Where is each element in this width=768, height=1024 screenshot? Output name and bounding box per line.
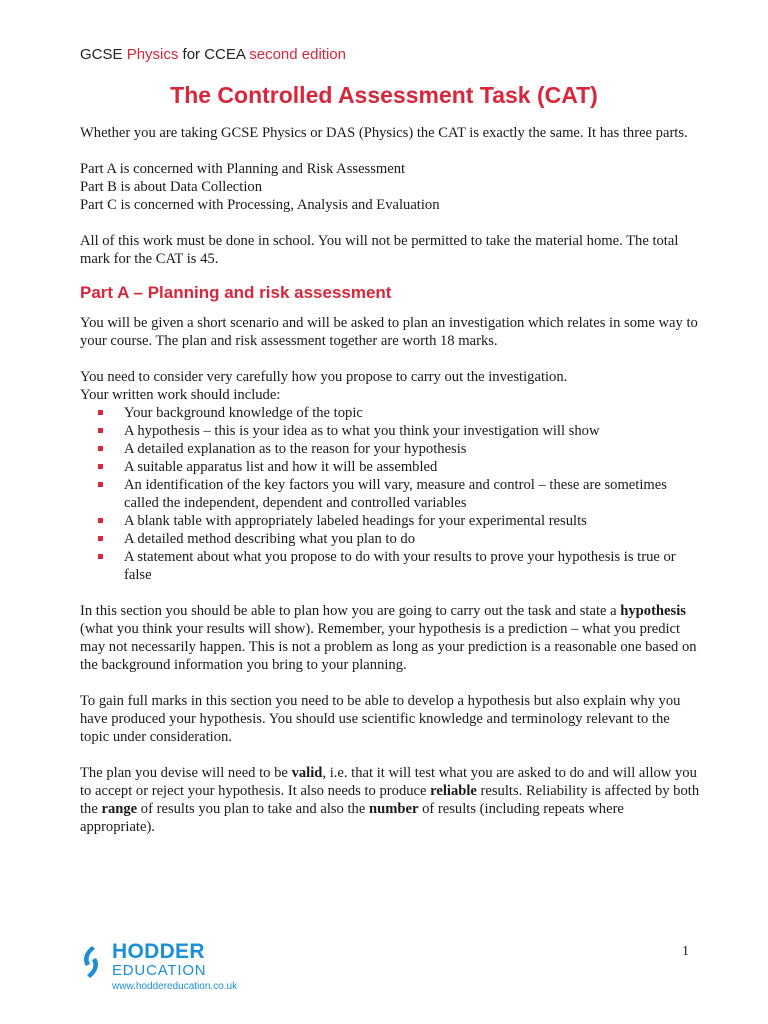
list-item: A hypothesis – this is your idea as to what you think your investigation will show xyxy=(124,422,700,440)
list-item: A detailed explanation as to the reason for your hypothesis xyxy=(124,440,700,458)
text-run: of results you plan to take and also the xyxy=(137,801,369,817)
bold-term-range: range xyxy=(101,801,138,817)
bold-term-valid: valid xyxy=(291,765,323,781)
logo-word-education: EDUCATION xyxy=(112,962,207,979)
running-head-edition: second edition xyxy=(249,46,346,63)
running-head xyxy=(80,46,346,63)
text-run: In this section you should be able to plan how you are going to carry out the task and state a xyxy=(80,603,621,619)
running-head-prefix: GCSE xyxy=(80,46,127,63)
text-run: , i.e. that it will test what you are asked to do and will allow you to accept or reject your hypothesis. It also needs to produce xyxy=(80,765,697,799)
page-number: 1 xyxy=(682,944,689,959)
logo-word-hodder: HODDER xyxy=(112,940,205,963)
valid-plan-paragraph xyxy=(80,764,700,836)
consider-paragraph-line1: You need to consider very carefully how you propose to carry out the investigation. xyxy=(80,369,568,385)
text-run: results. Reliability is affected by both the xyxy=(80,783,700,817)
document-body xyxy=(80,124,700,836)
bold-term-reliable: reliable xyxy=(430,783,477,799)
bold-term-number: number xyxy=(368,801,419,817)
scenario-paragraph: You will be given a short scenario and will be asked to plan an investigation which relates in some way to your course. The plan and risk assessment together are worth 18 marks. xyxy=(80,315,698,349)
publisher-url[interactable]: www.hoddereducation.co.uk xyxy=(112,981,238,992)
part-line-b: Part B is about Data Collection xyxy=(80,179,262,195)
text-run: The plan you devise will need to be xyxy=(80,765,292,781)
list-item: An identification of the key factors you will vary, measure and control – these are sometimes called the independent, dependent and controlled variables xyxy=(124,476,700,512)
bold-term-hypothesis: hypothesis xyxy=(620,603,686,619)
text-run: of results (including repeats where appropriate). xyxy=(80,801,624,835)
section-heading-part-a: Part A – Planning and risk assessment xyxy=(80,283,392,302)
running-head-middle: for CCEA xyxy=(178,46,250,63)
list-item: A blank table with appropriately labeled headings for your experimental results xyxy=(124,512,700,530)
publisher-logo xyxy=(78,940,298,1000)
consider-paragraph-line2: Your written work should include: xyxy=(80,387,281,403)
school-work-paragraph: All of this work must be done in school. You will not be permitted to take the material home. The total mark for the CAT is 45. xyxy=(80,233,679,267)
part-line-c: Part C is concerned with Processing, Analysis and Evaluation xyxy=(80,197,440,213)
running-head-subject: Physics xyxy=(126,46,179,63)
requirements-list xyxy=(80,404,700,584)
list-item: A suitable apparatus list and how it will be assembled xyxy=(124,458,700,476)
list-item: Your background knowledge of the topic xyxy=(124,404,700,422)
page-title: The Controlled Assessment Task (CAT) xyxy=(170,82,598,108)
intro-paragraph: Whether you are taking GCSE Physics or DAS (Physics) the CAT is exactly the same. It has three parts. xyxy=(80,125,688,141)
hypothesis-paragraph xyxy=(80,602,700,674)
list-item: A statement about what you propose to do with your results to prove your hypothesis is true or false xyxy=(124,548,700,584)
full-marks-paragraph: To gain full marks in this section you need to be able to develop a hypothesis but also explain why you have produced your hypothesis. You should use scientific knowledge and terminology relevant to the topic under consideration. xyxy=(80,693,681,745)
part-line-a: Part A is concerned with Planning and Risk Assessment xyxy=(80,161,406,177)
text-run: (what you think your results will show). Remember, your hypothesis is a prediction – what you predict may not necessarily happen. This is not a problem as long as your prediction is a reasonable one based on the background information you bring to your planning. xyxy=(80,621,697,673)
list-item: A detailed method describing what you plan to do xyxy=(124,530,700,548)
hodder-logo-mark-icon xyxy=(78,944,104,980)
